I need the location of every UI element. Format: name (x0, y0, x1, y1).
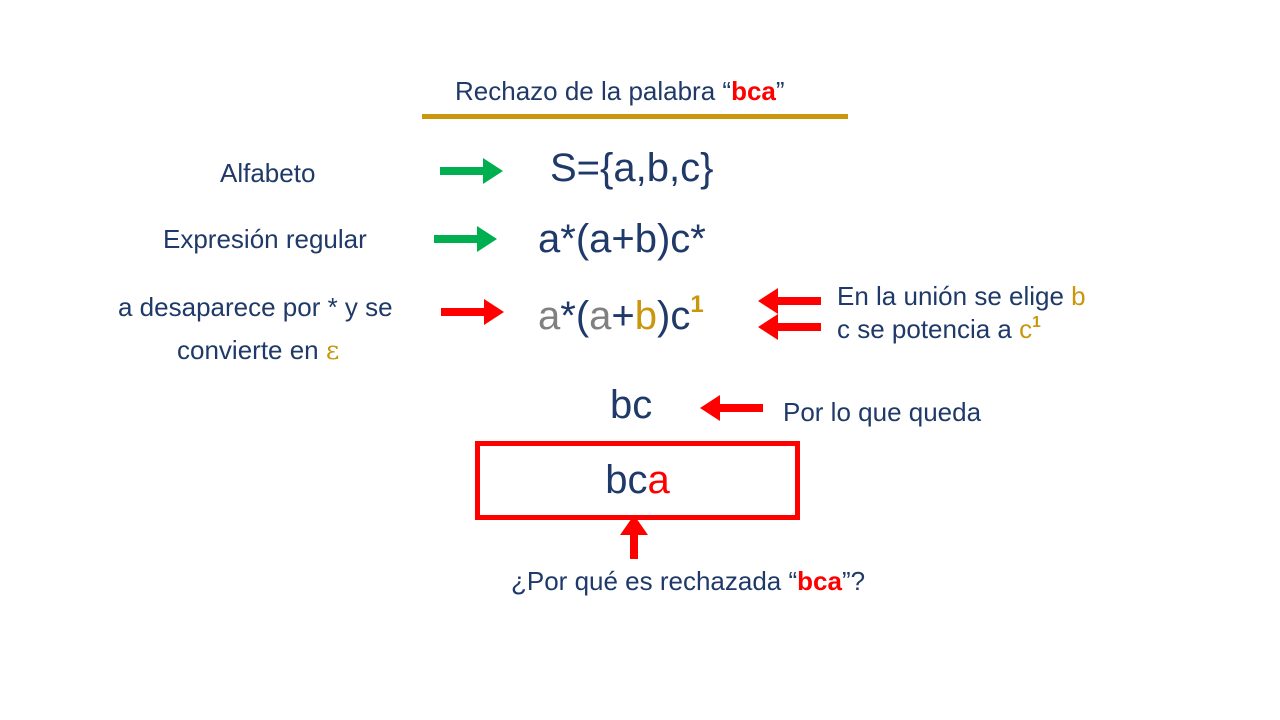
alfabeto-value: S={a,b,c} (550, 146, 714, 190)
note-union-hl: b (1071, 281, 1086, 311)
question-suffix: ”? (841, 566, 866, 596)
box-prefix: bc (605, 458, 648, 502)
red-arrow-left-icon (758, 288, 823, 314)
green-arrow-icon (440, 158, 505, 184)
note-union (837, 281, 1086, 312)
result-bc: bc (610, 383, 653, 427)
question-prefix: ¿Por qué es rechazada “ (511, 566, 798, 596)
alfabeto-label: Alfabeto (220, 158, 316, 188)
note-potencia-exp: 1 (1032, 314, 1041, 332)
desaparece-expression (538, 291, 704, 339)
title-word: bca (731, 76, 776, 106)
expr-paren-c: )c (657, 294, 691, 338)
rejected-word (480, 446, 795, 515)
green-arrow-icon (434, 226, 499, 252)
epsilon-symbol: ε (325, 336, 340, 366)
rejected-word-box (475, 441, 800, 520)
expr-a-vanished: a (538, 294, 561, 338)
red-arrow-left-icon (700, 395, 765, 421)
desaparece-label-line2 (177, 335, 339, 366)
note-queda: Por lo que queda (783, 397, 982, 427)
slide-title (455, 76, 785, 107)
question-word: bca (797, 566, 842, 596)
expresion-label: Expresión regular (163, 224, 367, 254)
expr-exponent: 1 (690, 291, 704, 319)
note-potencia-hl: c (1019, 314, 1033, 344)
title-prefix: Rechazo de la palabra “ (455, 76, 732, 106)
box-hl: a (647, 458, 670, 502)
desaparece-label-line1: a desaparece por * y se (118, 292, 393, 322)
expr-a-option: a (589, 294, 612, 338)
question-text (511, 566, 865, 597)
title-underline (422, 114, 848, 119)
expr-b-chosen: b (634, 294, 657, 338)
red-arrow-icon (441, 299, 506, 325)
title-suffix: ” (775, 76, 785, 106)
convierte-text: convierte en (177, 335, 326, 365)
red-arrow-up-icon (620, 515, 648, 560)
expresion-value: a*(a+b)c* (538, 217, 706, 261)
expr-star-paren: *( (560, 294, 590, 338)
note-potencia-text: c se potencia a (837, 314, 1020, 344)
red-arrow-left-icon (758, 314, 823, 340)
note-union-text: En la unión se elige (837, 281, 1072, 311)
note-potencia (837, 314, 1041, 345)
expr-plus: + (611, 294, 635, 338)
